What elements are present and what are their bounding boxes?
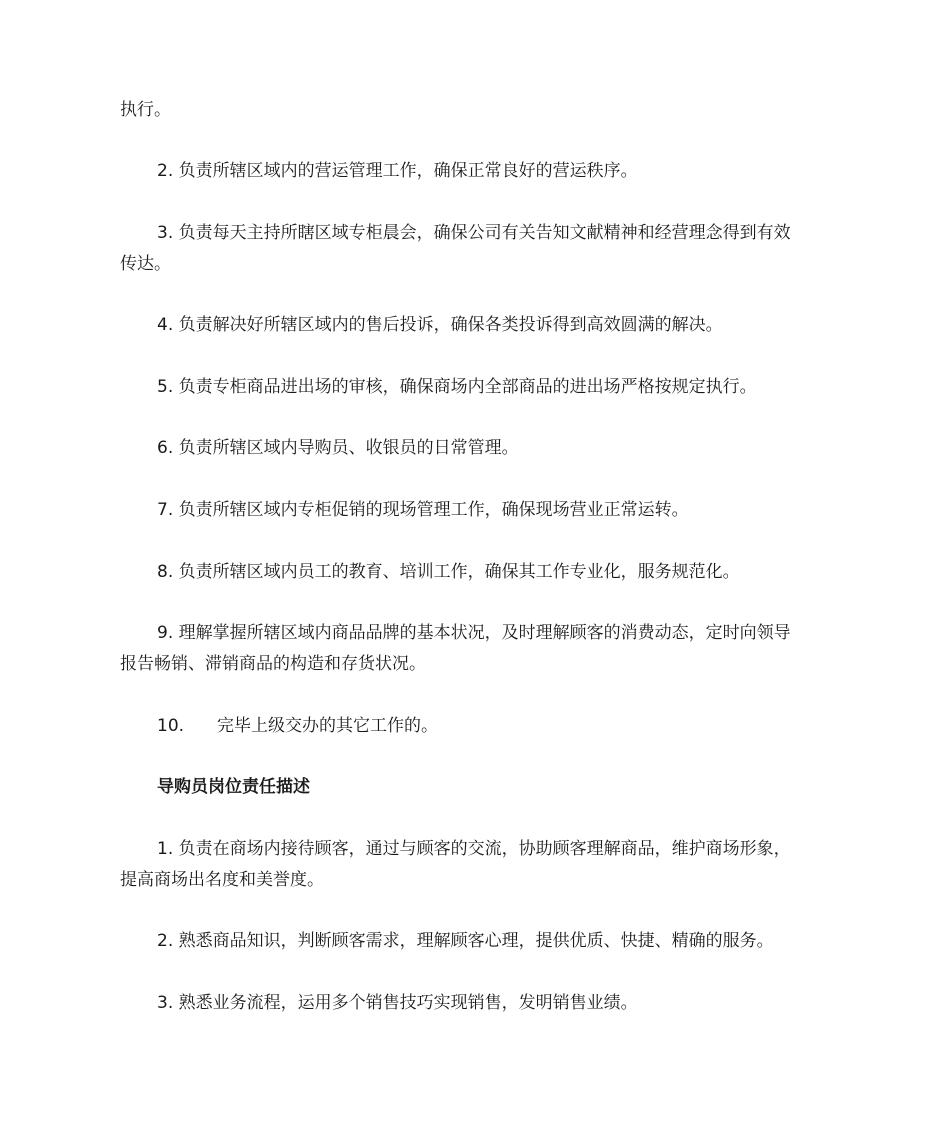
- paragraph-item-9: [120, 618, 835, 680]
- paragraph-line: 6. 负责所辖区域内导购员、收银员的日常管理。: [157, 438, 519, 458]
- paragraph-line: 传达。: [120, 254, 171, 274]
- paragraph-item-10: [120, 711, 835, 742]
- section-heading: [120, 772, 835, 803]
- paragraph-line: 提高商场出名度和美誉度。: [120, 870, 324, 890]
- paragraph-item-2: [120, 156, 835, 187]
- paragraph-line: 3. 熟悉业务流程，运用多个销售技巧实现销售，发明销售业绩。: [157, 993, 638, 1013]
- paragraph-line: 8. 负责所辖区域内员工的教育、培训工作，确保其工作专业化，服务规范化。: [157, 562, 740, 582]
- item-text: 完毕上级交办的其它工作的。: [217, 716, 439, 736]
- paragraph-b-item-2: [120, 926, 835, 957]
- paragraph-item-4: [120, 310, 835, 341]
- paragraph-line: 7. 负责所辖区域内专柜促销的现场管理工作，确保现场营业正常运转。: [157, 500, 689, 520]
- paragraph-item-3: [120, 218, 835, 280]
- paragraph-item-7: [120, 495, 835, 526]
- paragraph-line: 9. 理解掌握所辖区域内商品品牌的基本状况，及时理解顾客的消费动态，定时向领导: [157, 623, 791, 643]
- paragraph-item-5: [120, 372, 835, 403]
- paragraph-line: 执行。: [120, 100, 171, 120]
- paragraph-line: 5. 负责专柜商品进出场的审核，确保商场内全部商品的进出场严格按规定执行。: [157, 377, 757, 397]
- paragraph-line: 3. 负责每天主持所瞎区域专柜晨会，确保公司有关告知文献精神和经营理念得到有效: [157, 223, 791, 243]
- paragraph-line: 2. 熟悉商品知识，判断顾客需求，理解顾客心理，提供优质、快捷、精确的服务。: [157, 931, 774, 951]
- paragraph-line: 报告畅销、滞销商品的构造和存货状况。: [120, 654, 426, 674]
- paragraph-item-6: [120, 433, 835, 464]
- paragraph-line: [120, 711, 835, 742]
- item-number: 10.: [157, 716, 185, 736]
- paragraph-item-8: [120, 557, 835, 588]
- paragraph-line: 1. 负责在商场内接待顾客，通过与顾客的交流，协助顾客理解商品，维护商场形象，: [157, 839, 791, 859]
- paragraph-b-item-1: [120, 834, 835, 896]
- paragraph-b-item-3: [120, 988, 835, 1019]
- heading-line: 导购员岗位责任描述: [157, 777, 310, 797]
- paragraph-continuation: [120, 95, 835, 126]
- paragraph-line: 2. 负责所辖区域内的营运管理工作，确保正常良好的营运秩序。: [157, 161, 638, 181]
- paragraph-line: 4. 负责解决好所辖区域内的售后投诉，确保各类投诉得到高效圆满的解决。: [157, 315, 723, 335]
